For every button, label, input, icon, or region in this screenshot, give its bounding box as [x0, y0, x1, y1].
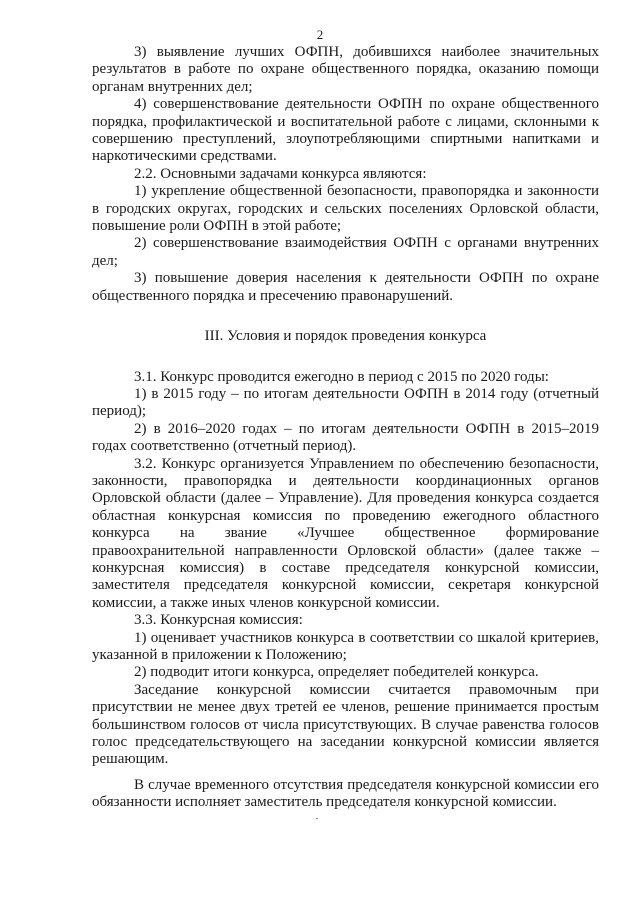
- section-heading: III. Условия и порядок проведения конкурса: [204, 328, 487, 345]
- page-number: 2: [316, 27, 324, 42]
- paragraph: 1) укрепление общественной безопасности, правопорядка и законности в городских округах, городских и сельских поселениях Орловской области, повышение роли ОФПН в этой работе;: [92, 183, 599, 235]
- paragraph: 3) повышение доверия населения к деятельности ОФПН по охране общественного порядка и пресечению правонарушений.: [92, 270, 599, 304]
- paragraph: 2) совершенствование взаимодействия ОФПН с органами внутренних дел;: [92, 235, 599, 269]
- paragraph: 3.3. Конкурсная комиссия:: [134, 612, 303, 629]
- paragraph: В случае временного отсутствия председателя конкурсной комиссии его обязанности исполняет заместитель председателя конкурсной комиссии.: [92, 776, 599, 811]
- paragraph: 2) подводит итоги конкурса, определяет победителей конкурса.: [134, 664, 539, 681]
- paragraph: 1) в 2015 году – по итогам деятельности ОФПН в 2014 году (отчетный период);: [92, 385, 599, 420]
- paragraph: 2.2. Основными задачами конкурса являются:: [134, 165, 427, 182]
- document-body: [92, 44, 599, 812]
- paragraph: Заседание конкурсной комиссии считается правомочным при присутствии не менее двух третей ее членов, решение принимается простым большинством голосов от числа присутствующих. В случае равенства голосов голос председательствующего на заседании конкурсной комиссии является решающим.: [92, 681, 599, 768]
- scan-dot: [316, 818, 318, 819]
- paragraph: 1) оценивает участников конкурса в соответствии со шкалой критериев, указанной в приложении к Положению;: [92, 629, 599, 663]
- paragraph: 2) в 2016–2020 годах – по итогам деятельности ОФПН в 2015–2019 годах соответственно (отчетный период).: [92, 420, 599, 455]
- paragraph: 3.1. Конкурс проводится ежегодно в период с 2015 по 2020 годы:: [134, 368, 549, 385]
- paragraph: 4) совершенствование деятельности ОФПН по охране общественного порядка, профилактической и воспитательной работе с лицами, склонными к совершению преступлений, злоупотребляющими спиртными напитками и наркотическими средствами.: [92, 96, 599, 165]
- paragraph: 3) выявление лучших ОФПН, добившихся наиболее значительных результатов в работе по охране общественного порядка, оказанию помощи органам внутренних дел;: [92, 44, 599, 95]
- paragraph: 3.2. Конкурс организуется Управлением по обеспечению безопасности, законности, правопорядка и деятельности координационных органов Орловской области (далее – Управление). Для проведения конкурса создается областная конкурсная комиссия по проведению ежегодного областного конкурса на звание «Лучшее общественное формирование правоохранительной направленности Орловской области» (далее также – конкурсная комиссия) в составе председателя конкурсной комиссии, заместителя председателя конкурсной комиссии, секретаря конкурсной комиссии, а также иных членов конкурсной комиссии.: [92, 455, 599, 611]
